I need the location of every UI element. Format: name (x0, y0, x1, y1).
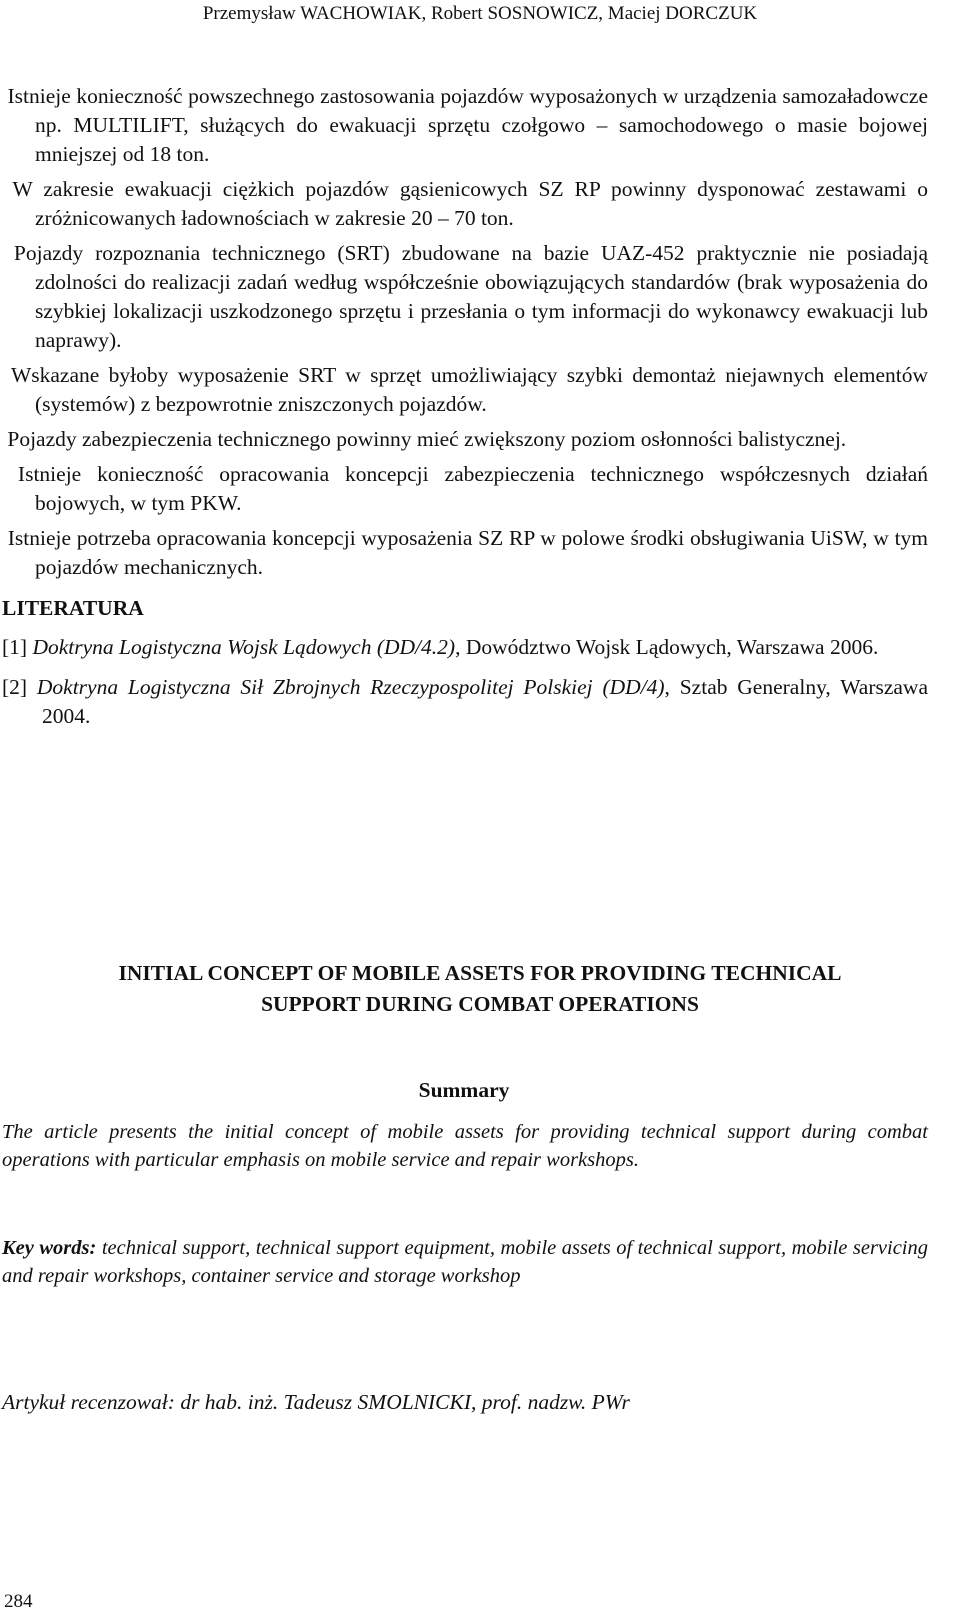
english-title-line: SUPPORT DURING COMBAT OPERATIONS (261, 992, 699, 1016)
reference-number: [1] (2, 635, 28, 659)
conclusion-item (2, 82, 928, 169)
item-text: W zakresie ewakuacji ciężkich pojazdów gąsienicowych SZ RP powinny dysponować zestawami o zróżnicowanych ładownościach w zakresie 20 – 70 ton. (12, 177, 928, 230)
conclusions-section (2, 82, 928, 742)
conclusion-item (2, 425, 928, 454)
reference-title: Doktryna Logistyczna Sił Zbrojnych Rzeczypospolitej Polskiej (DD/4) (36, 675, 665, 699)
running-header: Przemysław WACHOWIAK, Robert SOSNOWICZ, Maciej DORCZUK (202, 3, 758, 24)
item-text: Wskazane byłoby wyposażenie SRT w sprzęt umożliwiający szybki demontaż niejawnych elementów (systemów) z bezpowrotnie zniszczonych pojazdów. (10, 363, 928, 416)
conclusion-item (2, 361, 928, 419)
item-text: Istnieje konieczność opracowania koncepcji zabezpieczenia technicznego współczesnych działań bojowych, w tym PKW. (17, 462, 929, 515)
literature-heading: LITERATURA (2, 596, 144, 620)
keywords (2, 1234, 928, 1290)
reference-number: [2] (2, 675, 28, 699)
reviewer-note: Artykuł recenzował: dr hab. inż. Tadeusz SMOLNICKI, prof. nadzw. PWr (2, 1390, 630, 1414)
conclusion-item (2, 175, 928, 233)
item-text: Istnieje potrzeba opracowania koncepcji wyposażenia SZ RP w polowe środki obsługiwania UiSW, w tym pojazdów mechanicznych. (7, 526, 929, 579)
conclusion-item (2, 524, 928, 582)
reference-item (2, 633, 928, 662)
reference-details: , Dowództwo Wojsk Lądowych, Warszawa 2006. (455, 635, 879, 659)
reference-title: Doktryna Logistyczna Wojsk Lądowych (DD/4.2) (32, 635, 456, 659)
conclusion-item (2, 460, 928, 518)
item-text: Istnieje konieczność powszechnego zastosowania pojazdów wyposażonych w urządzenia samozaładowcze np. MULTILIFT, służących do ewakuacji sprzętu czołgowo – samochodowego o masie bojowej mniejszej od 18 ton. (7, 84, 928, 166)
page-number: 284 (4, 1591, 33, 1612)
conclusion-item (2, 239, 928, 355)
keywords-label: Key words: (2, 1237, 97, 1259)
english-title (0, 958, 960, 1020)
summary-heading: Summary (418, 1078, 510, 1102)
reference-details: , Sztab Generalny, Warszawa 2004. (42, 675, 929, 728)
item-text: Pojazdy zabezpieczenia technicznego powinny mieć zwiększony poziom osłonności balistycznej. (7, 427, 847, 451)
keywords-text: technical support, technical support equipment, mobile assets of technical support, mobile servicing and repair workshops, container service and storage workshop (2, 1237, 929, 1287)
summary-text: The article presents the initial concept of mobile assets for providing technical support during combat operations with particular emphasis on mobile service and repair workshops. (2, 1121, 928, 1171)
reference-item (2, 673, 928, 731)
english-title-line: INITIAL CONCEPT OF MOBILE ASSETS FOR PROVIDING TECHNICAL (118, 961, 842, 985)
item-text: Pojazdy rozpoznania technicznego (SRT) zbudowane na bazie UAZ-452 praktycznie nie posiadają zdolności do realizacji zadań według współcześnie obowiązujących standardów (brak wyposażenia do szybkiej lokalizacji uszkodzonego sprzętu i przesłania o tym informacji do wykonawcy ewakuacji lub naprawy). (13, 241, 928, 352)
